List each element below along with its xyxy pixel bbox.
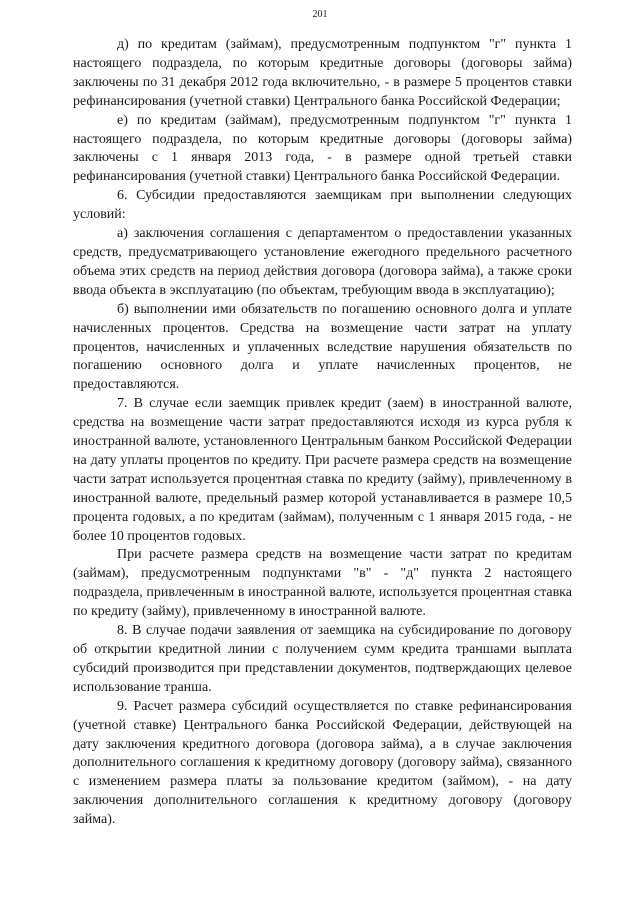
paragraph-subitem-e: е) по кредитам (займам), предусмотренным подпунктом "г" пункта 1 настоящего подраздела, по которым кредитные договоры (договоры займа) заключены с 1 января 2013 года, - в размере одной третьей ставки рефинансирования (учетной ставки) Центрального банка Российской Федерации. [73, 112, 572, 185]
document-body [73, 36, 572, 830]
paragraph-item-7: 7. В случае если заемщик привлек кредит (заем) в иностранной валюте, средства на возмещение части затрат предоставляются исходя из курса рубля к иностранной валюте, установленного Центральным банком Российской Федерации на дату уплаты процентов по кредиту. При расчете размера средств на возмещение части затрат используется процентная ставка по кредиту (займу), привлеченному в иностранной валюте, предельный размер которой устанавливается в размере 10,5 процента годовых, а по кредитам (займам), полученным с 1 января 2015 года, - не более 10 процентов годовых. [73, 396, 572, 544]
paragraph-item-7-continued: При расчете размера средств на возмещение части затрат по кредитам (займам), предусмотренным подпунктами "в" - "д" пункта 2 настоящего подраздела, привлеченным в иностранной валюте, используется процентная ставка по кредиту (займу), привлеченному в иностранной валюте. [73, 547, 572, 620]
page-number: 201 [312, 9, 328, 20]
paragraph-item-6: 6. Субсидии предоставляются заемщикам при выполнении следующих условий: [73, 188, 572, 223]
paragraph-subitem-a: а) заключения соглашения с департаментом о предоставлении указанных средств, предусматривающего установление ежегодного предельного расчетного объема этих средств на период действия договора (договора займа), а также сроки ввода объекта в эксплуатацию (по объектам, требующим ввода в эксплуатацию); [73, 226, 572, 298]
paragraph-subitem-d: д) по кредитам (займам), предусмотренным подпунктом "г" пункта 1 настоящего подраздела, по которым кредитные договоры (договоры займа) заключены по 31 декабря 2012 года включительно, - в размере 5 процентов ставки рефинансирования (учетной ставки) Центрального банка Российской Федерации; [73, 37, 572, 109]
paragraph-item-9: 9. Расчет размера субсидий осуществляется по ставке рефинансирования (учетной ставке) Центрального банка Российской Федерации, действующей на дату заключения кредитного договора (договора займа), а в случае заключения дополнительного соглашения к кредитному договору (договору займа), связанного с изменением размера платы за пользование кредитом (займом), - на дату заключения дополнительного соглашения к кредитному договору (договору займа). [73, 698, 572, 828]
paragraph-subitem-b: б) выполнении ими обязательств по погашению основного долга и уплате начисленных процентов. Средства на возмещение части затрат на уплату процентов, начисленных и уплаченных вследствие нарушения обязательств по погашению основного долга и уплате начисленных процентов, не предоставляются. [73, 301, 572, 393]
paragraph-item-8: 8. В случае подачи заявления от заемщика на субсидирование по договору об открытии кредитной линии с получением сумм кредита траншами выплата субсидий производится при представлении документов, подтверждающих целевое использование транша. [73, 623, 572, 695]
